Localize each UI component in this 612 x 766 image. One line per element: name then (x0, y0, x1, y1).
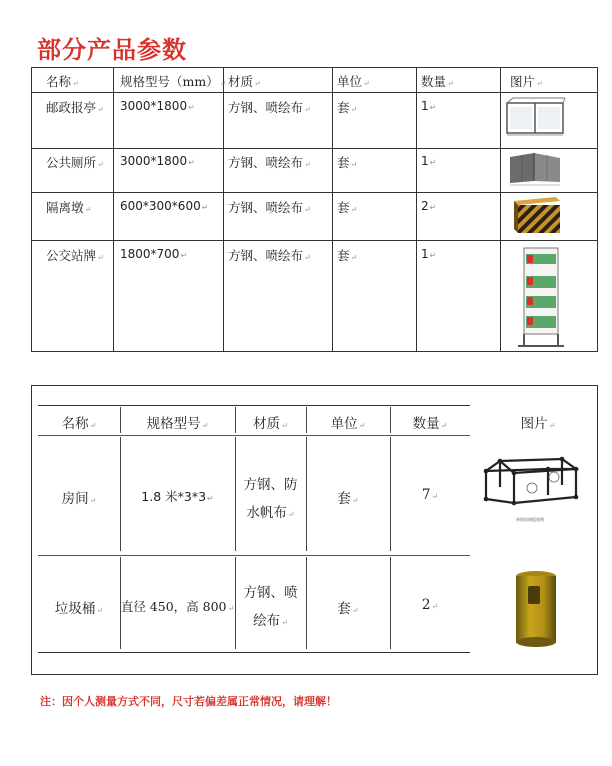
barrier-block-icon (508, 195, 564, 237)
header-qty: 数量↵ (421, 74, 454, 89)
header-unit: 单位↵ (330, 416, 366, 432)
table-row: 公交站牌↵ (46, 248, 104, 263)
room-frame-icon (478, 455, 582, 523)
toilet-screen-icon (508, 151, 564, 187)
header-material: 材质↵ (228, 74, 261, 89)
trash-bin-icon (512, 568, 560, 648)
table-row: 垃圾桶↵ (54, 601, 104, 617)
page-title: 部分产品参数 (37, 36, 187, 64)
header-material: 材质↵ (253, 416, 288, 432)
disclaimer-note: 注：因个人测量方式不同，尺寸若偏差属正常情况，请理解！ (40, 695, 337, 708)
header-spec: 规格型号↵ (146, 416, 209, 432)
table-row: 邮政报亭↵ (46, 100, 104, 115)
header-image: 图片↵ (510, 74, 543, 89)
header-image: 图片↵ (520, 416, 556, 432)
header-qty: 数量↵ (412, 416, 448, 432)
bus-stop-sign-icon (518, 246, 566, 350)
table-row: 公共厕所↵ (46, 155, 104, 170)
product-table-2: 名称↵ 规格型号↵ 材质↵ 单位↵ 数量↵ 图片↵ 房间↵ 1.8 米*3*3↵ 方钢、防 水帆布↵ 套↵ 7↵ 垃圾桶↵ 直径 450，高 800↵ 方钢、喷 绘布↵ 套↵ 2↵ (38, 405, 470, 653)
header-unit: 单位↵ (337, 74, 370, 89)
kiosk-frame-icon (505, 95, 567, 139)
header-name: 名称↵ (61, 416, 97, 432)
table-row: 隔离墩↵ (46, 200, 92, 215)
table-row: 房间↵ (61, 491, 97, 507)
product-table-1: 名称↵ 规格型号（mm）↵ 材质↵ 单位↵ 数量↵ 图片↵ 邮政报亭↵ 3000*1800↵ 方钢、喷绘布↵ 套↵ 1↵ 公共厕所↵ 3000*1800↵ 方钢、喷绘布↵ 套↵ 1↵ 隔离墩↵ 600*300*600↵ 方钢、喷绘布↵ 套↵ 2↵ 公交站牌↵ 1800*700↵ 方钢、喷绘布↵ 套↵ 1↵ (31, 67, 598, 352)
room-image-caption: 单间房间组装图 (516, 517, 544, 522)
header-spec: 规格型号（mm）↵ (120, 74, 227, 89)
header-name: 名称↵ (46, 74, 79, 89)
